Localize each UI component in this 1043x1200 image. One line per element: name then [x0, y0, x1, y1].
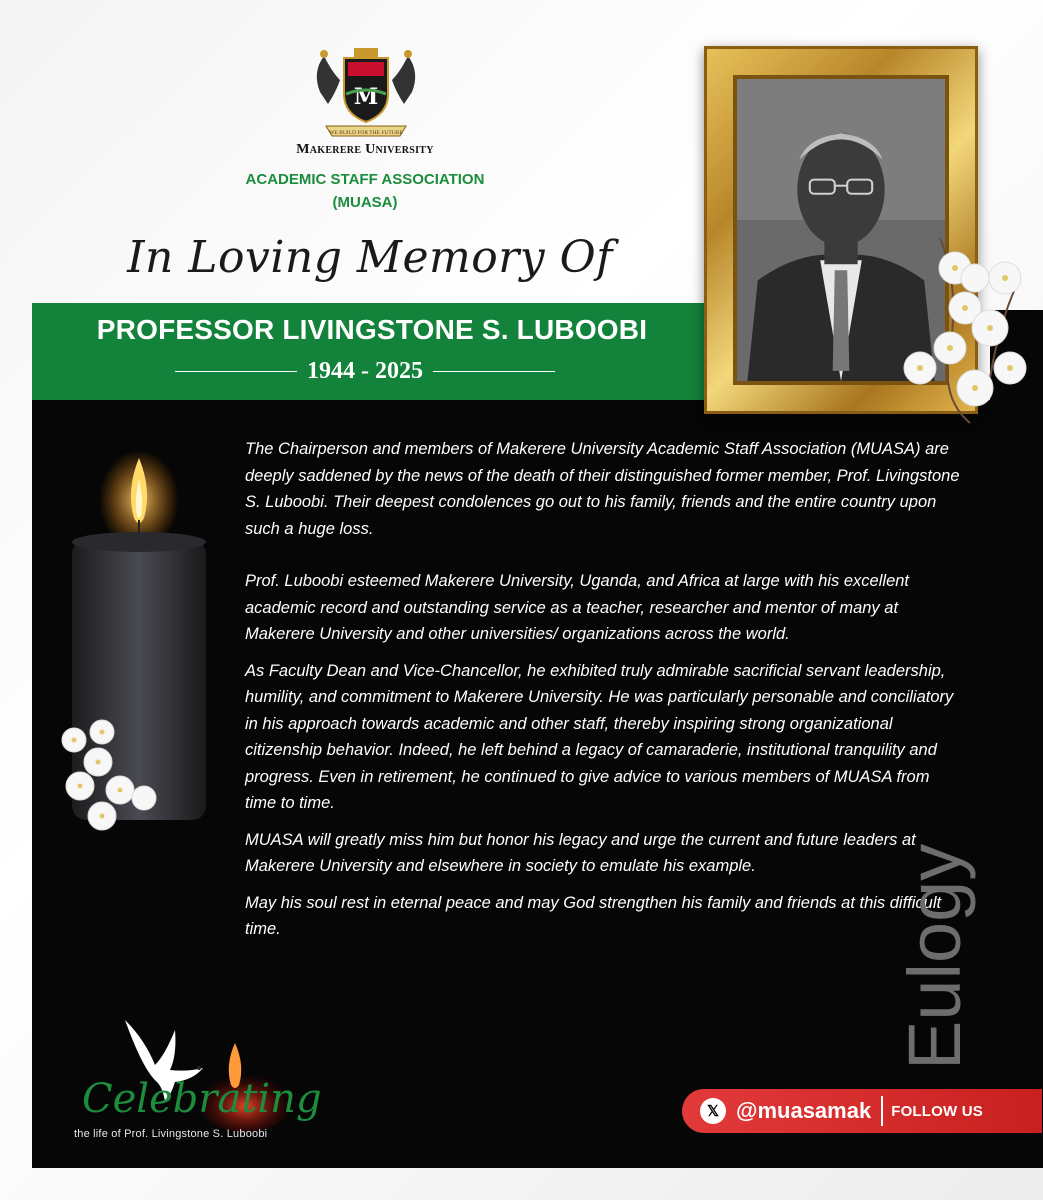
divider-line-left — [175, 371, 297, 372]
association-abbr: (MUASA) — [332, 194, 398, 211]
makerere-crest-logo — [310, 42, 422, 142]
association-title: ACADEMIC STAFF ASSOCIATION — [245, 171, 485, 188]
deceased-name: PROFESSOR LIVINGSTONE S. LUBOOBI — [96, 314, 648, 345]
x-icon[interactable]: 𝕏 — [700, 1098, 726, 1124]
eulogy-label: Eulogy — [893, 843, 976, 1070]
eulogy-text — [245, 436, 965, 943]
badge-divider — [881, 1096, 883, 1126]
eulogy-paragraph: MUASA will greatly miss him but honor his legacy and urge the current and future leaders at Makerere University and elsewhere in society to emulate his example. — [245, 830, 916, 875]
social-follow-badge[interactable] — [682, 1089, 1042, 1133]
eulogy-paragraph: As Faculty Dean and Vice-Chancellor, he exhibited truly admirable sacrificial servant leadership, humility, and commitment to Makerere University. He was particularly personable and conciliatory in his approach towards academic and other staff, thereby inspiring strong organizational citizenship behavior. Indeed, he left behind a legacy of camaraderie, institutional tranquility and progress. Even in retirement, he continued to give advice to various members of MUASA from time to time. — [245, 661, 954, 812]
social-handle[interactable]: @muasamak — [736, 1098, 872, 1123]
svg-text:M: M — [353, 84, 379, 110]
follow-us-label[interactable]: FOLLOW US — [891, 1102, 983, 1120]
eulogy-paragraph: Prof. Luboobi esteemed Makerere University, Uganda, and Africa at large with his excellent academic record and outstanding service as a teacher, researcher and mentor of many at Makerere University and other universities/ organizations across the world. — [245, 572, 910, 643]
memory-title: In Loving Memory Of — [127, 232, 613, 283]
celebrating-subtitle: the life of Prof. Livingstone S. Luboobi — [74, 1128, 268, 1140]
life-years: 1944 - 2025 — [307, 358, 423, 384]
eulogy-paragraph: May his soul rest in eternal peace and may God strengthen his family and friends at this difficult time. — [245, 893, 942, 938]
years-row — [175, 358, 555, 385]
divider-line-right — [433, 371, 555, 372]
celebrating-script: Celebrating — [82, 1076, 322, 1122]
eulogy-paragraph: The Chairperson and members of Makerere University Academic Staff Association (MUASA) are deeply saddened by the news of the death of their distinguished former member, Prof. Livingstone S. Luboobi. Their deepest condolences go out to his family, friends and the entire country upon such a huge loss. — [245, 440, 960, 538]
university-name: Makerere University — [296, 142, 434, 157]
candle-flowers-icon — [52, 706, 164, 838]
svg-text:WE BUILD FOR THE FUTURE: WE BUILD FOR THE FUTURE — [329, 130, 403, 136]
association-name — [0, 168, 730, 214]
orchid-flowers-icon — [880, 228, 1040, 428]
